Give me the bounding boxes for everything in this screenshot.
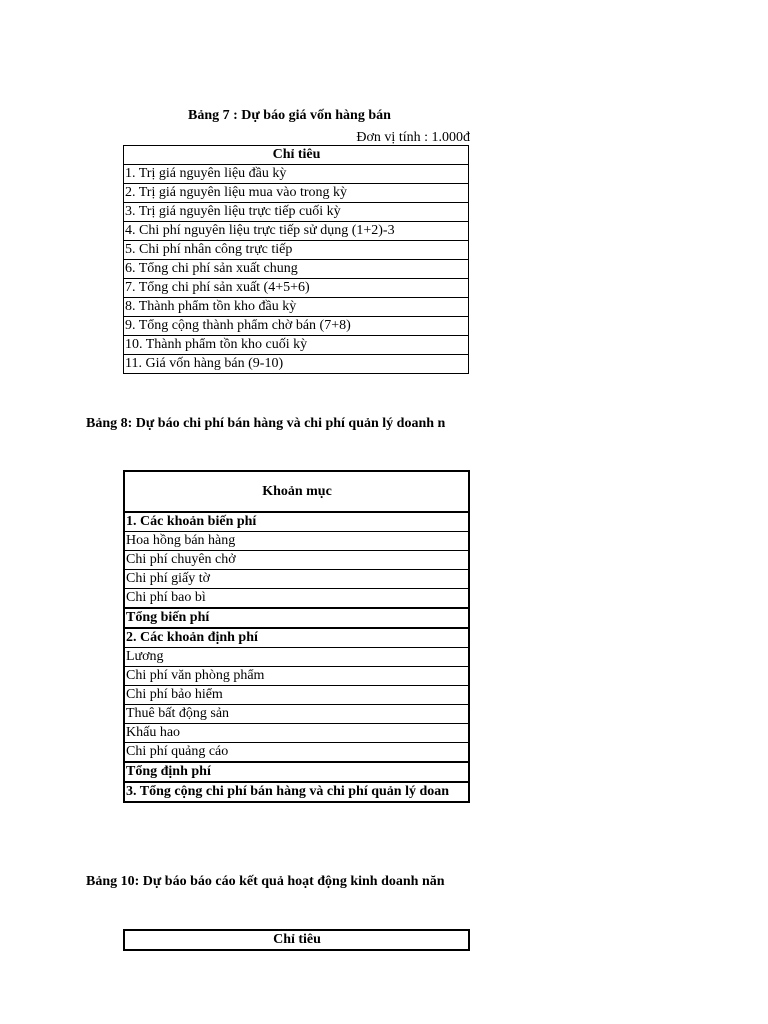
table-row: 1. Trị giá nguyên liệu đầu kỳ <box>124 165 469 184</box>
table-row: Tổng biến phí <box>124 608 469 628</box>
table7-unit: Đơn vị tính : 1.000đ <box>356 130 470 145</box>
table-row: Chi phí bao bì <box>124 589 469 609</box>
table10-grid <box>123 929 470 951</box>
table-row: Chi phí giấy tờ <box>124 570 469 589</box>
table-row: 6. Tổng chi phí sản xuất chung <box>124 260 469 279</box>
table-row: 3. Trị giá nguyên liệu trực tiếp cuối kỳ <box>124 203 469 222</box>
table-row: Tổng định phí <box>124 762 469 782</box>
table7-unit-wrap <box>300 128 470 146</box>
table7-grid <box>123 145 469 374</box>
table-row: Chi phí quảng cáo <box>124 743 469 763</box>
table10-header: Chỉ tiêu <box>124 930 469 950</box>
table-row: 2. Các khoản định phí <box>124 628 469 648</box>
table8-header: Khoản mục <box>124 471 469 512</box>
table7-title: Bảng 7 : Dự báo giá vốn hàng bán <box>188 108 391 123</box>
table-row: 2. Trị giá nguyên liệu mua vào trong kỳ <box>124 184 469 203</box>
table10 <box>123 929 471 951</box>
table10-title: Bảng 10: Dự báo báo cáo kết quả hoạt động kinh doanh năn <box>86 874 445 889</box>
table-row: 7. Tổng chi phí sản xuất (4+5+6) <box>124 279 469 298</box>
table7 <box>123 145 470 374</box>
table8-grid <box>123 470 470 803</box>
table7-header: Chỉ tiêu <box>124 146 469 165</box>
table-row: 10. Thành phẩm tồn kho cuối kỳ <box>124 336 469 355</box>
table-row: 4. Chi phí nguyên liệu trực tiếp sử dụng (1+2)-3 <box>124 222 469 241</box>
table-row: Chi phí văn phòng phẩm <box>124 667 469 686</box>
table-row: Chi phí chuyên chở <box>124 551 469 570</box>
table8-title: Bảng 8: Dự báo chi phí bán hàng và chi phí quản lý doanh n <box>86 416 446 431</box>
table-row: Thuê bất động sản <box>124 705 469 724</box>
table-row: Khấu hao <box>124 724 469 743</box>
table-row: Chi phí bảo hiểm <box>124 686 469 705</box>
table-row: 8. Thành phẩm tồn kho đầu kỳ <box>124 298 469 317</box>
table-row: 5. Chi phí nhân công trực tiếp <box>124 241 469 260</box>
table-row: 11. Giá vốn hàng bán (9-10) <box>124 355 469 374</box>
table-row: Hoa hồng bán hàng <box>124 532 469 551</box>
table-row: 3. Tổng cộng chi phí bán hàng và chi phí quản lý doan <box>124 782 469 802</box>
table-row: 9. Tổng cộng thành phẩm chờ bán (7+8) <box>124 317 469 336</box>
table-row: Lương <box>124 648 469 667</box>
table8 <box>123 470 471 803</box>
table-row: 1. Các khoản biến phí <box>124 512 469 532</box>
